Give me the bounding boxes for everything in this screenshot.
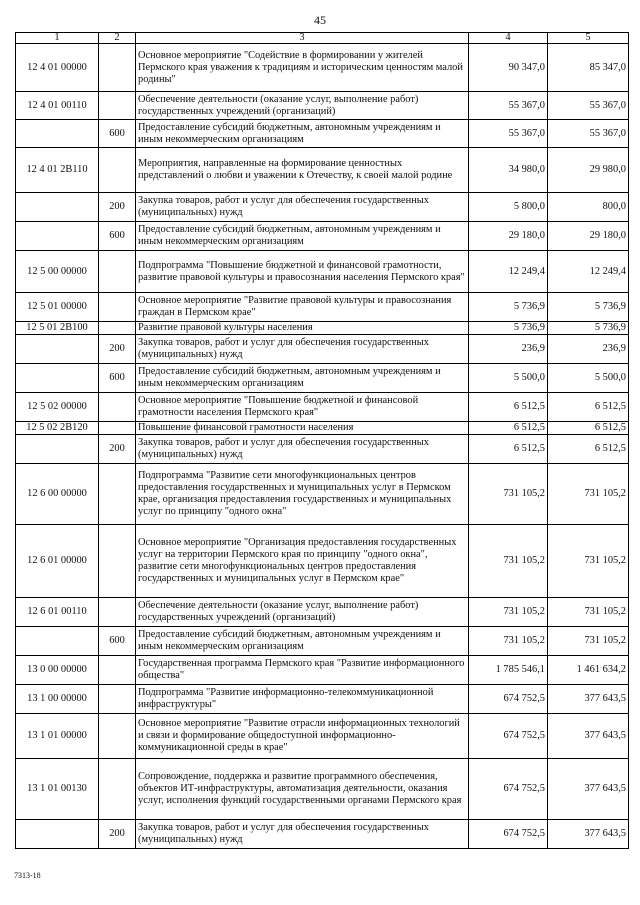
row-expense-type: 200 xyxy=(99,820,136,849)
row-code: 12 6 00 00000 xyxy=(16,464,99,525)
row-name: Обеспечение деятельности (оказание услуг, выполнение работ) государственных учреждений (организаций) xyxy=(136,598,469,627)
row-amount-2: 377 643,5 xyxy=(548,714,629,759)
table-row xyxy=(16,422,629,435)
row-name: Сопровождение, поддержка и развитие программного обеспечения, объектов ИТ-инфраструктуры, автоматизация деятельности, оказания услуг, исполнения функций государственными органами Пермского края xyxy=(136,759,469,820)
row-amount-2: 29 180,0 xyxy=(548,222,629,251)
page-number: 45 xyxy=(314,13,326,27)
row-name: Основное мероприятие "Содействие в формировании у жителей Пермского края уважения к традициям и историческим ценностям малой родины" xyxy=(136,44,469,92)
row-amount-1: 731 105,2 xyxy=(469,627,548,656)
table-row xyxy=(16,525,629,598)
row-code: 12 6 01 00000 xyxy=(16,525,99,598)
row-amount-2: 236,9 xyxy=(548,335,629,364)
row-amount-1: 90 347,0 xyxy=(469,44,548,92)
table-row xyxy=(16,435,629,464)
row-name: Предоставление субсидий бюджетным, автономным учреждениям и иным некоммерческим организациям xyxy=(136,222,469,251)
row-amount-1: 731 105,2 xyxy=(469,464,548,525)
row-amount-2: 377 643,5 xyxy=(548,685,629,714)
table-row xyxy=(16,44,629,92)
row-amount-1: 236,9 xyxy=(469,335,548,364)
row-code: 13 1 01 00130 xyxy=(16,759,99,820)
row-expense-type: 200 xyxy=(99,435,136,464)
row-name: Предоставление субсидий бюджетным, автономным учреждениям и иным некоммерческим организациям xyxy=(136,364,469,393)
row-expense-type xyxy=(99,714,136,759)
table-header-row xyxy=(16,33,629,44)
row-amount-1: 5 800,0 xyxy=(469,193,548,222)
row-amount-1: 55 367,0 xyxy=(469,120,548,148)
row-amount-2: 731 105,2 xyxy=(548,464,629,525)
row-expense-type xyxy=(99,759,136,820)
row-code xyxy=(16,120,99,148)
row-amount-1: 5 500,0 xyxy=(469,364,548,393)
row-amount-1: 1 785 546,1 xyxy=(469,656,548,685)
table-row xyxy=(16,222,629,251)
row-name: Предоставление субсидий бюджетным, автономным учреждениям и иным некоммерческим организациям xyxy=(136,627,469,656)
row-name: Мероприятия, направленные на формирование ценностных представлений о любви и уважении к Отечеству, к своей малой родине xyxy=(136,148,469,193)
row-amount-1: 29 180,0 xyxy=(469,222,548,251)
row-expense-type xyxy=(99,422,136,435)
row-expense-type xyxy=(99,251,136,293)
row-expense-type xyxy=(99,92,136,120)
row-code: 12 4 01 2B110 xyxy=(16,148,99,193)
table-row xyxy=(16,714,629,759)
row-code: 12 6 01 00110 xyxy=(16,598,99,627)
table-row xyxy=(16,293,629,322)
row-name: Основное мероприятие "Развитие отрасли информационных технологий и связи и формирование общедоступной информационно-коммуникационной среды в крае" xyxy=(136,714,469,759)
row-amount-2: 85 347,0 xyxy=(548,44,629,92)
table-row xyxy=(16,464,629,525)
table-row xyxy=(16,335,629,364)
row-code xyxy=(16,222,99,251)
table-row xyxy=(16,193,629,222)
row-name: Закупка товаров, работ и услуг для обеспечения государственных (муниципальных) нужд xyxy=(136,335,469,364)
table-row xyxy=(16,120,629,148)
row-name: Закупка товаров, работ и услуг для обеспечения государственных (муниципальных) нужд xyxy=(136,193,469,222)
row-expense-type: 200 xyxy=(99,335,136,364)
row-code: 12 4 01 00000 xyxy=(16,44,99,92)
row-expense-type xyxy=(99,293,136,322)
table-row xyxy=(16,148,629,193)
table-row xyxy=(16,364,629,393)
row-code: 13 1 01 00000 xyxy=(16,714,99,759)
column-header-code: 1 xyxy=(16,33,99,44)
table-row xyxy=(16,759,629,820)
column-header-amount-2: 5 xyxy=(548,33,629,44)
row-name: Повышение финансовой грамотности населения xyxy=(136,422,469,435)
table-row xyxy=(16,393,629,422)
row-expense-type xyxy=(99,525,136,598)
row-code: 12 5 01 2B100 xyxy=(16,322,99,335)
row-expense-type xyxy=(99,322,136,335)
row-name: Обеспечение деятельности (оказание услуг, выполнение работ) государственных учреждений (организаций) xyxy=(136,92,469,120)
row-expense-type xyxy=(99,656,136,685)
row-amount-2: 29 980,0 xyxy=(548,148,629,193)
row-amount-1: 674 752,5 xyxy=(469,685,548,714)
row-expense-type xyxy=(99,393,136,422)
row-expense-type xyxy=(99,44,136,92)
row-amount-1: 34 980,0 xyxy=(469,148,548,193)
table-row xyxy=(16,656,629,685)
row-amount-2: 6 512,5 xyxy=(548,422,629,435)
row-amount-1: 6 512,5 xyxy=(469,393,548,422)
row-amount-2: 55 367,0 xyxy=(548,92,629,120)
row-amount-2: 55 367,0 xyxy=(548,120,629,148)
row-amount-2: 5 736,9 xyxy=(548,322,629,335)
row-amount-2: 6 512,5 xyxy=(548,393,629,422)
row-amount-2: 731 105,2 xyxy=(548,627,629,656)
row-code: 12 5 02 2B120 xyxy=(16,422,99,435)
row-name: Основное мероприятие "Организация предоставления государственных услуг на территории Пермского края по принципу "одного окна", развитие сети многофункциональных центров предоставления государственных и муниципальных услуг в Пермском крае" xyxy=(136,525,469,598)
row-code xyxy=(16,335,99,364)
row-code xyxy=(16,627,99,656)
row-name: Государственная программа Пермского края "Развитие информационного общества" xyxy=(136,656,469,685)
row-amount-2: 5 500,0 xyxy=(548,364,629,393)
row-name: Развитие правовой культуры населения xyxy=(136,322,469,335)
row-amount-2: 800,0 xyxy=(548,193,629,222)
row-amount-2: 6 512,5 xyxy=(548,435,629,464)
row-code: 12 4 01 00110 xyxy=(16,92,99,120)
row-amount-1: 674 752,5 xyxy=(469,759,548,820)
row-name: Предоставление субсидий бюджетным, автономным учреждениям и иным некоммерческим организациям xyxy=(136,120,469,148)
row-code xyxy=(16,820,99,849)
row-amount-2: 5 736,9 xyxy=(548,293,629,322)
column-header-expense-type: 2 xyxy=(99,33,136,44)
row-code: 12 5 02 00000 xyxy=(16,393,99,422)
row-amount-1: 5 736,9 xyxy=(469,322,548,335)
footer-document-code: 7313-18 xyxy=(14,871,41,880)
column-header-name: 3 xyxy=(136,33,469,44)
table-row xyxy=(16,92,629,120)
row-amount-2: 731 105,2 xyxy=(548,598,629,627)
row-expense-type: 600 xyxy=(99,627,136,656)
row-amount-1: 5 736,9 xyxy=(469,293,548,322)
row-code: 12 5 00 00000 xyxy=(16,251,99,293)
row-amount-2: 731 105,2 xyxy=(548,525,629,598)
row-name: Основное мероприятие "Повышение бюджетной и финансовой грамотности населения Пермского края" xyxy=(136,393,469,422)
row-name: Подпрограмма "Развитие сети многофункциональных центров предоставления государственных и муниципальных услуг в Пермском крае, организация предоставления государственных и муниципальных услуг по принципу "одного окна" xyxy=(136,464,469,525)
row-amount-2: 12 249,4 xyxy=(548,251,629,293)
table-row xyxy=(16,322,629,335)
row-code: 13 1 00 00000 xyxy=(16,685,99,714)
row-amount-2: 377 643,5 xyxy=(548,820,629,849)
table-row xyxy=(16,685,629,714)
row-amount-1: 731 105,2 xyxy=(469,525,548,598)
row-code: 12 5 01 00000 xyxy=(16,293,99,322)
row-name: Закупка товаров, работ и услуг для обеспечения государственных (муниципальных) нужд xyxy=(136,435,469,464)
row-expense-type: 600 xyxy=(99,222,136,251)
row-expense-type xyxy=(99,464,136,525)
row-code: 13 0 00 00000 xyxy=(16,656,99,685)
row-expense-type: 600 xyxy=(99,364,136,393)
table-row xyxy=(16,251,629,293)
row-amount-1: 674 752,5 xyxy=(469,820,548,849)
row-amount-1: 6 512,5 xyxy=(469,422,548,435)
row-name: Подпрограмма "Развитие информационно-телекоммуникационной инфраструктуры" xyxy=(136,685,469,714)
row-name: Подпрограмма "Повышение бюджетной и финансовой грамотности, развитие правовой культуры и правосознания населения Пермского края" xyxy=(136,251,469,293)
row-expense-type xyxy=(99,685,136,714)
budget-table xyxy=(15,32,629,849)
row-amount-1: 12 249,4 xyxy=(469,251,548,293)
row-code xyxy=(16,193,99,222)
row-amount-2: 377 643,5 xyxy=(548,759,629,820)
row-expense-type xyxy=(99,598,136,627)
row-amount-1: 6 512,5 xyxy=(469,435,548,464)
column-header-amount-1: 4 xyxy=(469,33,548,44)
table-row xyxy=(16,820,629,849)
row-expense-type: 600 xyxy=(99,120,136,148)
row-name: Закупка товаров, работ и услуг для обеспечения государственных (муниципальных) нужд xyxy=(136,820,469,849)
table-row xyxy=(16,627,629,656)
row-amount-1: 674 752,5 xyxy=(469,714,548,759)
table-row xyxy=(16,598,629,627)
row-code xyxy=(16,435,99,464)
row-amount-1: 731 105,2 xyxy=(469,598,548,627)
row-expense-type xyxy=(99,148,136,193)
row-amount-1: 55 367,0 xyxy=(469,92,548,120)
row-code xyxy=(16,364,99,393)
row-amount-2: 1 461 634,2 xyxy=(548,656,629,685)
row-name: Основное мероприятие "Развитие правовой культуры и правосознания граждан в Пермском крае" xyxy=(136,293,469,322)
row-expense-type: 200 xyxy=(99,193,136,222)
